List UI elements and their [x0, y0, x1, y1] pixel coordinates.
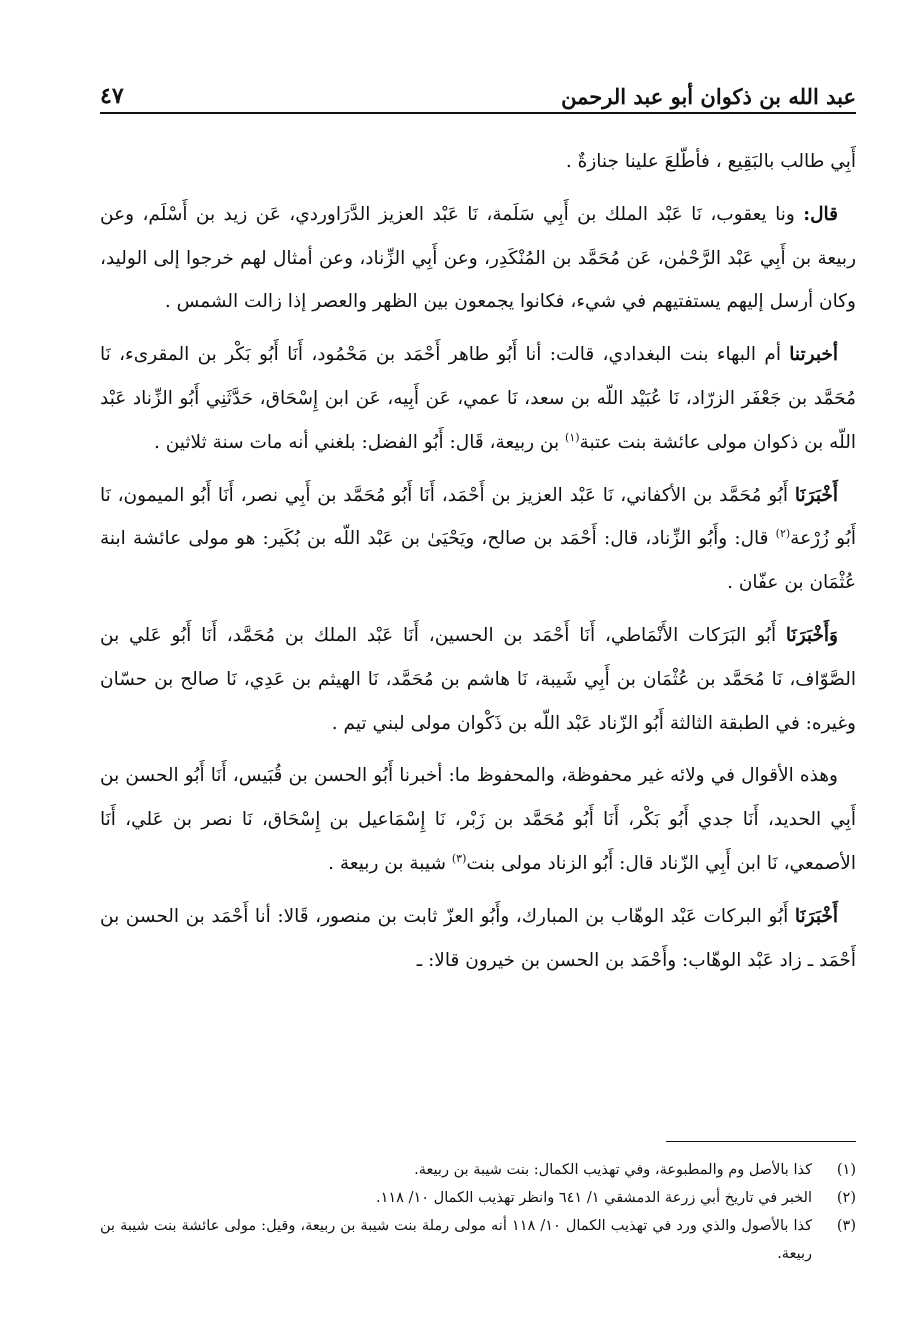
- footnote-number: (١): [836, 1162, 856, 1178]
- paragraph-tail: شيبة بن ربيعة .: [328, 852, 452, 874]
- page-number: ٤٧: [100, 83, 124, 109]
- paragraph-lead: أخبرتنا: [789, 344, 838, 366]
- paragraph-tail: بن ربيعة، قَال: أَبُو الفضل: بلغني أنه مات سنة ثلاثين .: [153, 431, 566, 453]
- paragraph-lead: وَأَخْبَرَنَا: [785, 624, 838, 646]
- paragraph-text: وهذه الأقوال في ولائه غير محفوظة، والمحفوظ ما: أخبرنا أَبُو الحسن بن قُبَيس، أَنَا أَبُو الحسن بن أَبِي الحديد، أَنَا جدي أَبُو بَكْر، أَنَا أَبُو مُحَمَّد بن زَبْر، نَا إِسْمَاعيل بن إِسْحَاق، نَا نصر بن عَلي، أَنَا الأصمعي، نَا ابن أَبِي الزّناد قال: أَبُو الزناد مولى بنت: [100, 765, 856, 874]
- paragraph-text: أَبُو البركات عَبْد الوهّاب بن المبارك، وأَبُو العزّ ثابت بن منصور، قَالا: أنا أَحْمَد بن الحسن بن أَحْمَد ـ زاد عَبْد الوهّاب: وأَحْمَد بن الحسن بن خيرون قالا: ـ: [100, 905, 856, 971]
- paragraph-tail: قال: وأَبُو الزِّناد، قال: أَحْمَد بن صالح، ويَحْيَىٰ بن عَبْد اللّه بن بُكَير: هو مولى عائشة ابنة عُثْمَان بن عفّان .: [100, 528, 856, 594]
- paragraph-text: أم البهاء بنت البغدادي، قالت: أنا أَبُو طاهر أَحْمَد بن مَحْمُود، أَنَا أَبُو بَكْر بن المقرىء، نَا مُحَمَّد بن جَعْفَر الزرّاد، نَا عُبَيْد اللّه بن سعد، نَا عمي، عَن أَبِيه، عَن ابن إِسْحَاق، حَدَّثَنِي أَبُو الزِّناد عَبْد اللّه بن ذكوان مولى عائشة بنت عتبة: [100, 344, 856, 453]
- footnote: [100, 1212, 856, 1268]
- footnote: [100, 1156, 856, 1184]
- paragraph-text: أَبُو مُحَمَّد بن الأكفاني، نَا عَبْد العزيز بن أَحْمَد، أَنَا أَبُو مُحَمَّد بن أَبِي نصر، أَنَا أَبُو الميمون، نَا أَبُو زُرْعة: [100, 484, 856, 550]
- footnote-ref: (٣): [451, 851, 467, 865]
- footnote-divider: [666, 1141, 856, 1142]
- paragraph: [100, 474, 856, 605]
- paragraph: [100, 333, 856, 464]
- paragraph-lead: أَخْبَرَنَا: [794, 484, 838, 506]
- footnote-text: الخبر في تاريخ أبي زرعة الدمشقي ١/ ٦٤١ وانظر تهذيب الكمال ١٠/ ١١٨.: [376, 1190, 812, 1206]
- footnote-ref: (٢): [775, 527, 791, 541]
- paragraph-text: ونا يعقوب، نَا عَبْد الملك بن أَبِي سَلَمة، نَا عَبْد العزيز الدَّرَاوردي، عَن زيد بن أَسْلَم، وعن ربيعة بن أَبِي عَبْد الرَّحْمٰن، عَن مُحَمَّد بن المُنْكَدِر، وعن أَبِي الزِّناد، وعن أمثال لهم خرجوا إلى الوليد، وكان أرسل إليهم يستفتيهم في شيء، فكانوا يجمعون بين الظهر والعصر إذا زالت الشمس .: [100, 203, 856, 313]
- footnote-number: (٣): [836, 1218, 856, 1234]
- footnote-ref: (١): [565, 430, 580, 444]
- body-text: [100, 140, 856, 991]
- paragraph-lead: قال:: [803, 203, 838, 225]
- paragraph: [100, 140, 856, 184]
- footnotes: [100, 1156, 856, 1268]
- paragraph: [100, 754, 856, 885]
- footnote-number: (٢): [836, 1190, 856, 1206]
- running-title: عبد الله بن ذكوان أبو عبد الرحمن: [561, 84, 856, 109]
- paragraph-text: أَبِي طالب بالبَقِيع ، فأطّلعَ علينا جنازةٌ .: [565, 151, 856, 172]
- paragraph-lead: أَخْبَرَنَا: [794, 905, 838, 927]
- paragraph-text: أَبُو البَرَكات الأَنْمَاطي، أَنَا أَحْمَد بن الحسين، أَنَا عَبْد الملك بن مُحَمَّد، أَنَا أَبُو عَلي بن الصَّوّاف، نَا مُحَمَّد بن عُثْمَان بن أَبِي شَيبة، نَا هاشم بن مُحَمَّد، نَا الهيثم بن عَدِي، نَا صالح بن حسّان وغيره: في الطبقة الثالثة أَبُو الزّناد عَبْد اللّه بن ذَكْوان مولى لبني تيم .: [100, 624, 856, 734]
- footnote-text: كذا بالأصل وم والمطبوعة، وفي تهذيب الكمال: بنت شيبة بن ربيعة.: [414, 1162, 812, 1178]
- paragraph: [100, 895, 856, 983]
- footnote: [100, 1184, 856, 1212]
- page-header: [100, 78, 856, 114]
- footnote-text: كذا بالأصول والذي ورد في تهذيب الكمال ١٠/ ١١٨ أنه مولى رملة بنت شيبة بن ربيعة، وقيل: مولى عائشة بنت شيبة بن ربيعة.: [100, 1218, 812, 1262]
- paragraph: [100, 614, 856, 745]
- paragraph: [100, 193, 856, 324]
